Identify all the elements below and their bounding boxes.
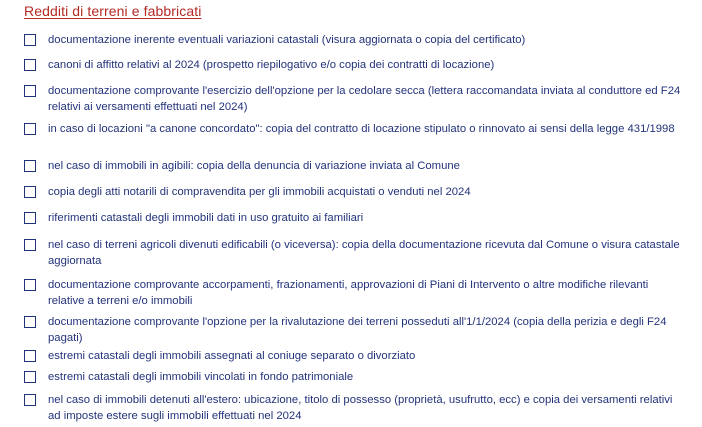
checklist-item[interactable] bbox=[24, 158, 694, 174]
checklist-item[interactable] bbox=[24, 369, 694, 385]
checklist-item[interactable] bbox=[24, 121, 694, 137]
checklist-item[interactable] bbox=[24, 32, 694, 48]
checklist-item-label: in caso di locazioni "a canone concordato": copia del contratto di locazione stipulato o rinnovato ai sensi della legge 431/1998 bbox=[48, 123, 675, 135]
checklist-item-label: documentazione inerente eventuali variazioni catastali (visura aggiornata o copia del certificato) bbox=[48, 34, 526, 46]
checkbox[interactable] bbox=[24, 350, 36, 362]
checkbox[interactable] bbox=[24, 186, 36, 198]
checkbox[interactable] bbox=[24, 212, 36, 224]
checkbox[interactable] bbox=[24, 371, 36, 383]
checklist-item[interactable] bbox=[24, 277, 694, 309]
checkbox[interactable] bbox=[24, 239, 36, 251]
checklist-item-label: nel caso di immobili in agibili: copia della denuncia di variazione inviata al Comune bbox=[48, 160, 460, 172]
checkbox[interactable] bbox=[24, 85, 36, 97]
checklist-item[interactable] bbox=[24, 83, 694, 115]
checklist-item[interactable] bbox=[24, 392, 694, 424]
checklist-item-label: estremi catastali degli immobili vincolati in fondo patrimoniale bbox=[48, 371, 354, 383]
checklist-item-label: riferimenti catastali degli immobili dati in uso gratuito ai familiari bbox=[48, 212, 364, 224]
checkbox[interactable] bbox=[24, 279, 36, 291]
checklist-item[interactable] bbox=[24, 210, 694, 226]
checklist-item-label: nel caso di terreni agricoli divenuti edificabili (o viceversa): copia della documentazione ricevuta dal Comune o visura catastale aggiornata bbox=[48, 239, 680, 267]
checkbox[interactable] bbox=[24, 394, 36, 406]
checklist-item[interactable] bbox=[24, 348, 694, 364]
section-title: Redditi di terreni e fabbricati bbox=[24, 3, 202, 19]
checklist-item[interactable] bbox=[24, 314, 694, 346]
checkbox[interactable] bbox=[24, 59, 36, 71]
checklist-item[interactable] bbox=[24, 57, 694, 73]
checkbox[interactable] bbox=[24, 160, 36, 172]
checklist-item-label: canoni di affitto relativi al 2024 (prospetto riepilogativo e/o copia dei contratti di locazione) bbox=[48, 59, 495, 71]
checkbox[interactable] bbox=[24, 34, 36, 46]
checklist-item-label: copia degli atti notarili di compravendita per gli immobili acquistati o venduti nel 2024 bbox=[48, 186, 471, 198]
checklist-item-label: documentazione comprovante accorpamenti, frazionamenti, approvazioni di Piani di Intervento o altre modifiche rilevanti relative a terreni e/o immobili bbox=[48, 279, 649, 307]
checklist-item-label: documentazione comprovante l'esercizio dell'opzione per la cedolare secca (lettera raccomandata inviata al conduttore ed F24 relativi ai versamenti effettuati nel 2024) bbox=[48, 85, 681, 113]
checklist-item-label: nel caso di immobili detenuti all'estero: ubicazione, titolo di possesso (proprietà, usufrutto, ecc) e copia dei versamenti relativi ad imposte estere sugli immobili effettuati nel 2024 bbox=[48, 394, 673, 422]
checkbox[interactable] bbox=[24, 123, 36, 135]
checklist-item-label: estremi catastali degli immobili assegnati al coniuge separato o divorziato bbox=[48, 350, 416, 362]
checklist-item-label: documentazione comprovante l'opzione per la rivalutazione dei terreni posseduti all'1/1/2024 (copia della perizia e degli F24 pagati) bbox=[48, 316, 667, 344]
checkbox[interactable] bbox=[24, 316, 36, 328]
checklist-item[interactable] bbox=[24, 184, 694, 200]
checklist-item[interactable] bbox=[24, 237, 694, 269]
